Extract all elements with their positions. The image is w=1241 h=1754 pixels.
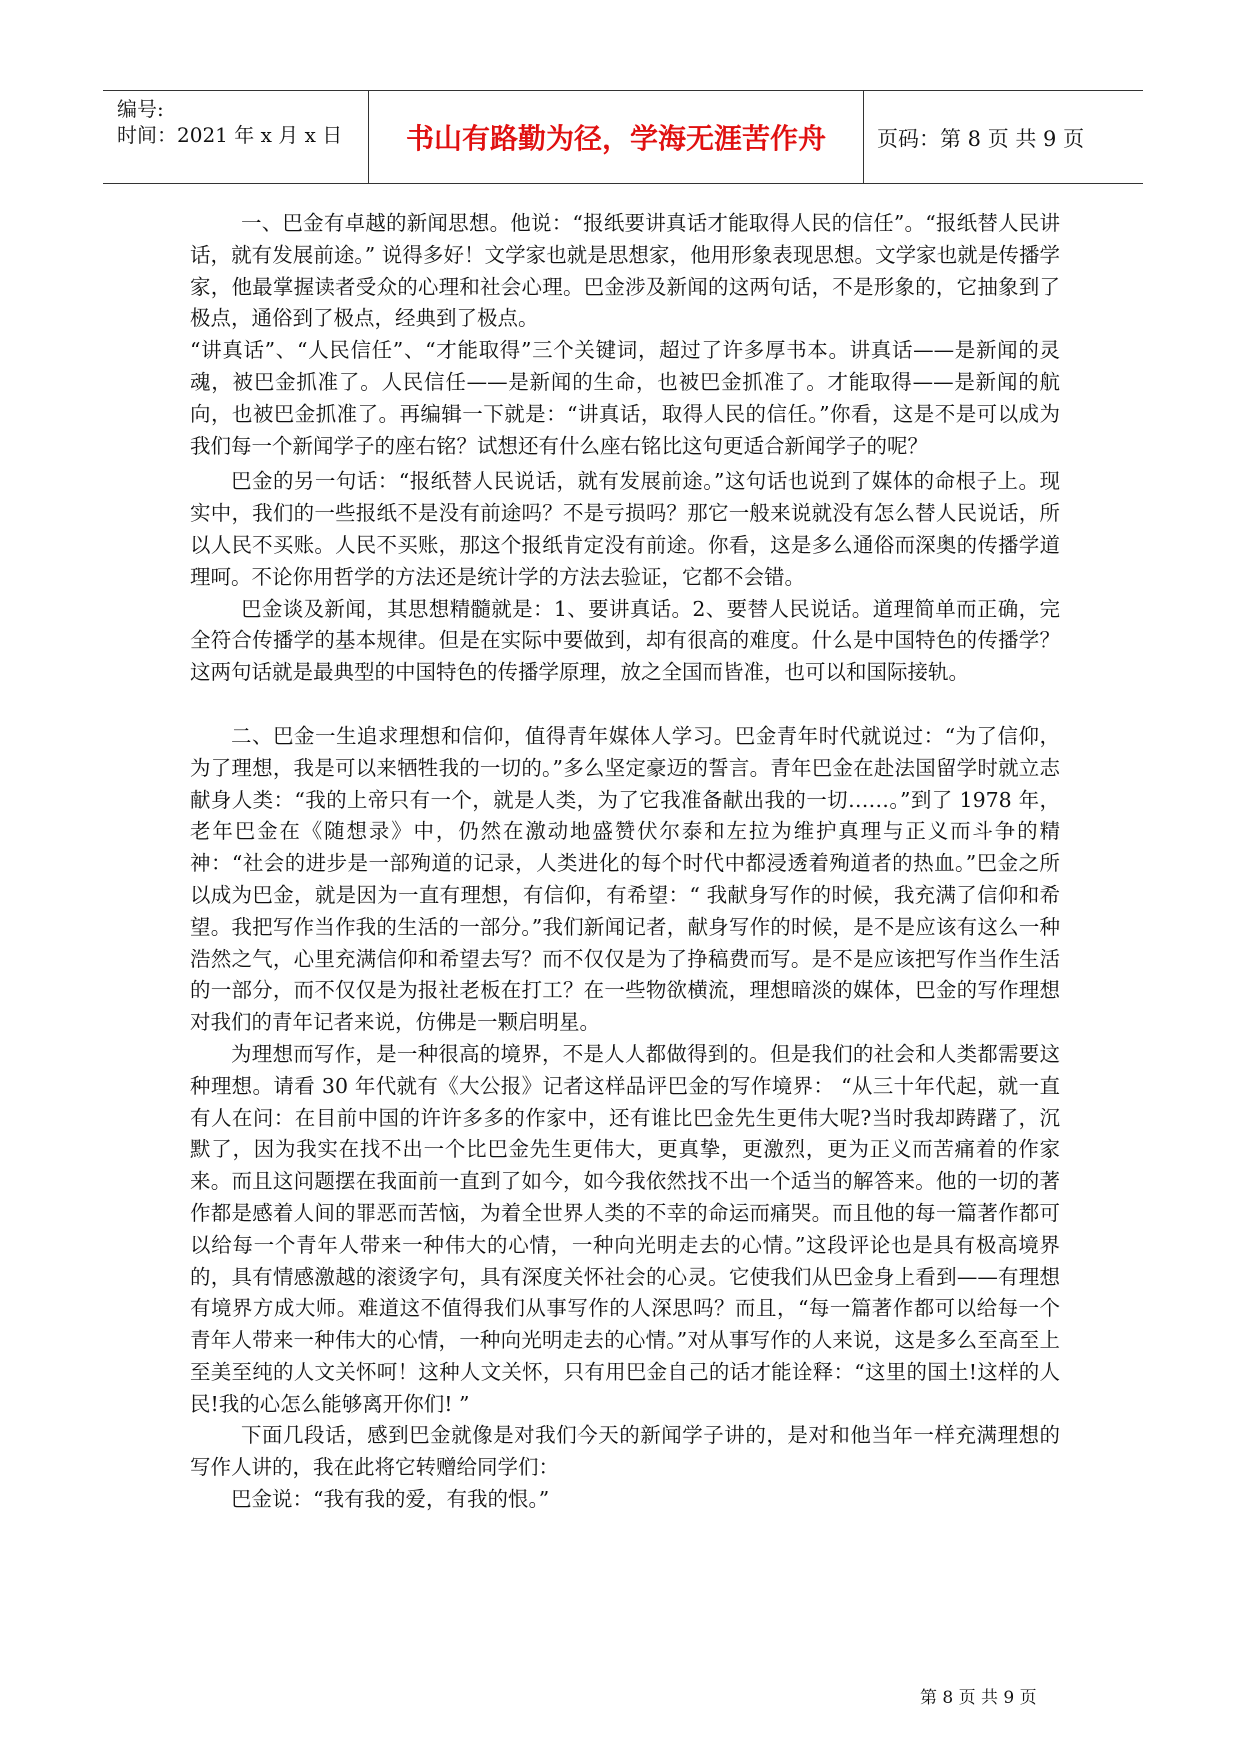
paragraph-6: 为理想而写作，是一种很高的境界，不是人人都做得到的。但是我们的社会和人类都需要这种理想。请看 30 年代就有《大公报》记者这样品评巴金的写作境界： “从三十年代起，就一直有人在问：在目前中国的许许多多的作家中，还有谁比巴金先生更伟大呢?当时我却踌躇了，沉默了，因为我实在找不出一个比巴金先生更伟大，更真挚，更激烈，更为正义而苦痛着的作家来。而且这问题摆在我面前一直到了如今，如今我依然找不出一个适当的解答来。他的一切的著作都是感着人间的罪恶而苦恼，为着全世界人类的不幸的命运而痛哭。而且他的每一篇著作都可以给每一个青年人带来一种伟大的心情，一种向光明走去的心情。”这段评论也是具有极高境界的，具有情感激越的滚烫字句，具有深度关怀社会的心灵。它使我们从巴金身上看到——有理想有境界方成大师。难道这不值得我们从事写作的人深思吗？而且，“每一篇著作都可以给每一个青年人带来一种伟大的心情，一种向光明走去的心情。”对从事写作的人来说，这是多么至高至上至美至纯的人文关怀呵！这种人文关怀，只有用巴金自己的话才能诠释：“这里的国土!这样的人民!我的心怎么能够离开你们! ” <box>190 1041 1060 1416</box>
document-body <box>190 208 1060 1516</box>
header-page-label: 页码：第 8 页 共 9 页 <box>877 127 1085 151</box>
page-footer: 第 8 页 共 9 页 <box>920 1688 1037 1708</box>
header-motto: 书山有路勤为径，学海无涯苦作舟 <box>405 122 826 155</box>
paragraph-8: 巴金说：“我有我的爱，有我的恨。” <box>231 1487 550 1512</box>
header-left-cell <box>103 91 368 183</box>
paragraph-1: 一、巴金有卓越的新闻思想。他说：“报纸要讲真话才能取得人民的信任”。“报纸替人民讲话，就有发展前途。” 说得多好！文学家也就是思想家，他用形象表现思想。文学家也就是传播学家，他最掌握读者受众的心理和社会心理。巴金涉及新闻的这两句话，不是形象的，它抽象到了极点，通俗到了极点，经典到了极点。 <box>190 211 1060 331</box>
document-header <box>103 90 1143 184</box>
paragraph-7: 下面几段话，感到巴金就像是对我们今天的新闻学子讲的，是对和他当年一样充满理想的写作人讲的，我在此将它转赠给同学们： <box>190 1423 1060 1480</box>
paragraph-4: 巴金谈及新闻，其思想精髓就是：1、要讲真话。2、要替人民说话。道理简单而正确，完全符合传播学的基本规律。但是在实际中要做到，却有很高的难度。什么是中国特色的传播学？这两句话就是最典型的中国特色的传播学原理，放之全国而皆准，也可以和国际接轨。 <box>190 596 1060 685</box>
section-gap <box>190 689 1060 721</box>
paragraph-2: “讲真话”、“人民信任”、“才能取得”三个关键词，超过了许多厚书本。讲真话——是新闻的灵魂，被巴金抓准了。人民信任——是新闻的生命，也被巴金抓准了。才能取得——是新闻的航向，也被巴金抓准了。再编辑一下就是：“讲真话，取得人民的信任。”你看，这是不是可以成为我们每一个新闻学子的座右铭？试想还有什么座右铭比这句更适合新闻学子的呢？ <box>190 338 1060 458</box>
document-date-label: 时间：2021 年 x 月 x 日 <box>117 123 343 147</box>
document-number-label: 编号: <box>117 97 164 121</box>
paragraph-5: 二、巴金一生追求理想和信仰，值得青年媒体人学习。巴金青年时代就说过：“为了信仰，为了理想，我是可以来牺牲我的一切的。”多么坚定豪迈的誓言。青年巴金在赴法国留学时就立志献身人类：“我的上帝只有一个，就是人类，为了它我准备献出我的一切……。”到了 1978 年，老年巴金在《随想录》中，仍然在激动地盛赞伏尔泰和左拉为维护真理与正义而斗争的精神：“社会的进步是一部殉道的记录，人类进化的每个时代中都浸透着殉道者的热血。”巴金之所以成为巴金，就是因为一直有理想，有信仰，有希望：“ 我献身写作的时候，我充满了信仰和希望。我把写作当作我的生活的一部分。”我们新闻记者，献身写作的时候，是不是应该有这么一种浩然之气，心里充满信仰和希望去写？而不仅仅是为了挣稿费而写。是不是应该把写作当作生活的一部分，而不仅仅是为报社老板在打工？在一些物欲横流，理想暗淡的媒体，巴金的写作理想对我们的青年记者来说，仿佛是一颗启明星。 <box>190 723 1060 1035</box>
header-middle-cell <box>368 91 864 183</box>
paragraph-3: 巴金的另一句话：“报纸替人民说话，就有发展前途。”这句话也说到了媒体的命根子上。现实中，我们的一些报纸不是没有前途吗？不是亏损吗？那它一般来说就没有怎么替人民说话，所以人民不买账。人民不买账，那这个报纸肯定没有前途。你看，这是多么通俗而深奥的传播学道理呵。不论你用哲学的方法还是统计学的方法去验证，它都不会错。 <box>190 469 1060 589</box>
header-right-cell <box>863 91 1143 183</box>
